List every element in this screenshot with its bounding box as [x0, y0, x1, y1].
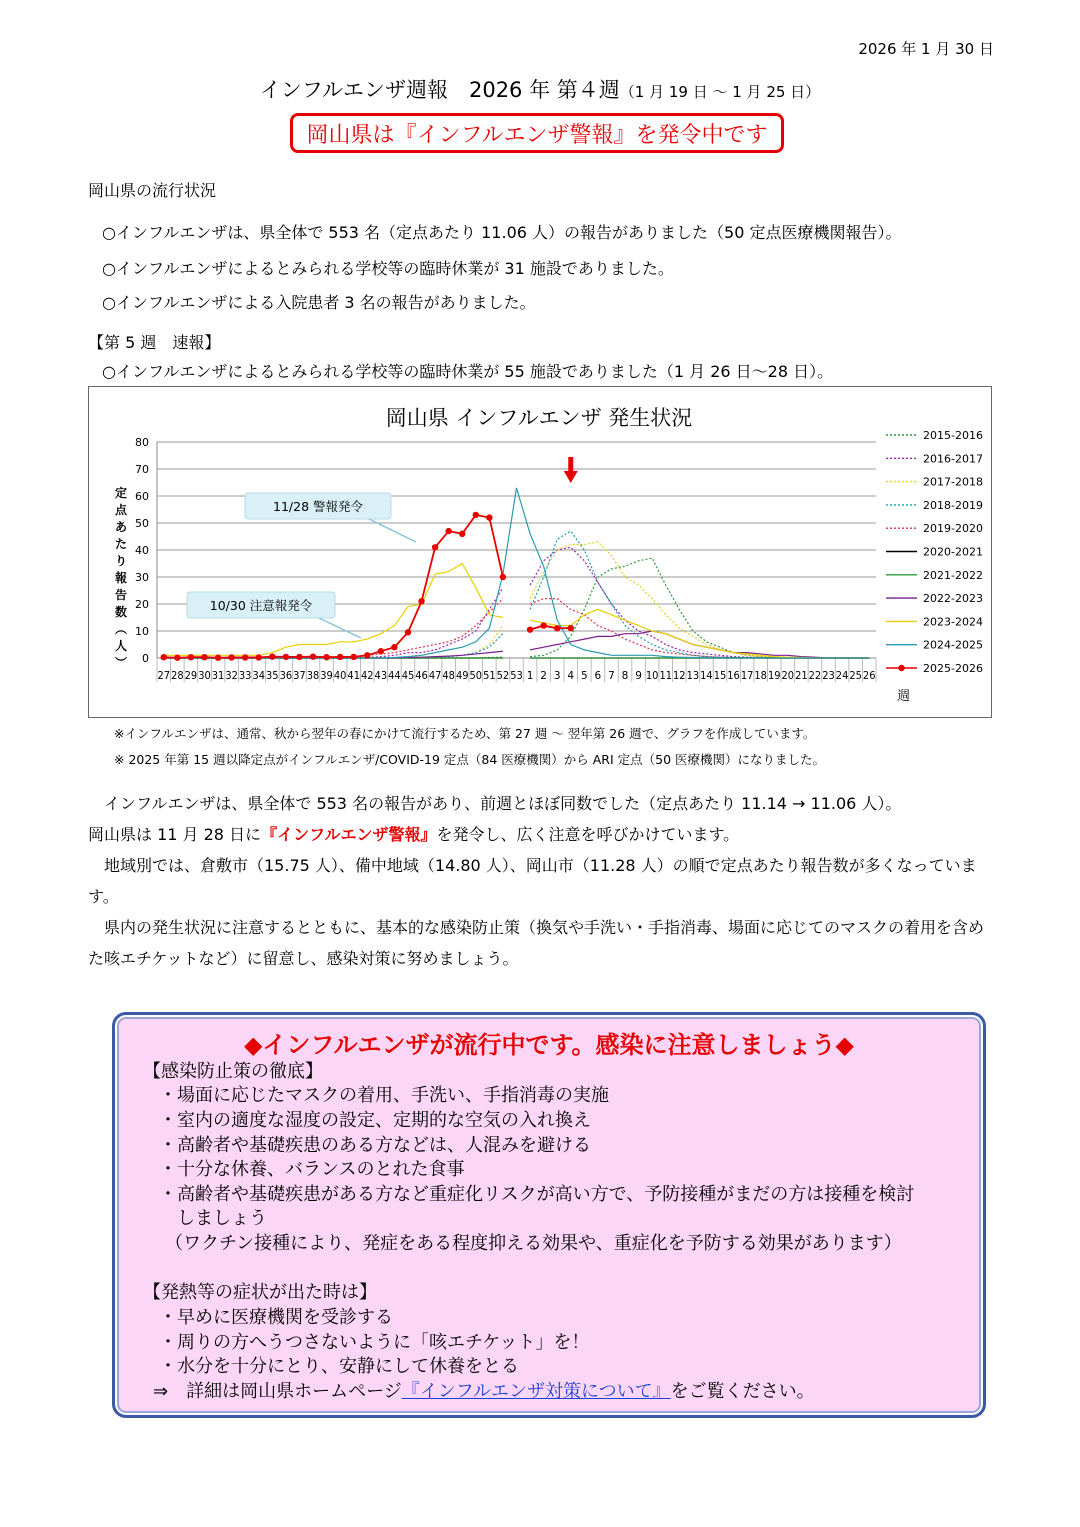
x-tick-label: 12 — [673, 670, 686, 682]
x-tick-label: 25 — [849, 670, 862, 682]
x-tick-label: 19 — [767, 670, 781, 682]
x-tick-label: 46 — [415, 670, 429, 682]
data-point-2025-2026 — [554, 625, 560, 631]
x-tick-label: 21 — [795, 670, 808, 682]
data-point-2025-2026 — [242, 654, 248, 660]
summary-p1: インフルエンザは、県全体で 553 名の報告があり、前週とほぼ同数でした（定点あたり 11.14 → 11.06 人）。 — [104, 794, 902, 813]
x-tick-label: 24 — [835, 670, 849, 682]
influenza-measures-link[interactable]: 『インフルエンザ対策について』 — [401, 1381, 671, 1402]
x-tick-label: 9 — [635, 670, 642, 682]
flash-heading: 【第 5 週 速報】 — [88, 333, 221, 352]
y-tick-label: 60 — [135, 490, 149, 503]
x-tick-label: 14 — [700, 670, 713, 682]
summary-p4: 県内の発生状況に注意するとともに、基本的な感染防止策（換気や手洗い・手指消毒、場面に応じてのマスクの着用を含めた咳エチケットなど）に留意し、感染対策に努めましょう。 — [88, 918, 985, 968]
current-week-arrow-icon — [564, 457, 578, 483]
legend-label: 2020-2021 — [923, 545, 983, 559]
more-info-post: をご覧ください。 — [670, 1381, 815, 1402]
arrow-shaft — [568, 457, 573, 471]
callout-warning — [245, 493, 416, 542]
prevention-item-4: ・十分な休養、バランスのとれた食事 — [159, 1159, 465, 1180]
x-tick-label: 1 — [526, 670, 534, 682]
data-point-2025-2026 — [188, 654, 194, 660]
x-tick-label: 28 — [171, 670, 184, 682]
x-tick-label: 22 — [808, 670, 822, 682]
legend-label: 2015-2016 — [923, 429, 983, 442]
y-tick-label: 40 — [135, 544, 149, 557]
data-point-2025-2026 — [473, 512, 479, 518]
x-tick-label: 5 — [580, 670, 588, 682]
legend-label: 2019-2020 — [923, 522, 983, 536]
x-tick-label: 45 — [401, 670, 415, 682]
x-tick-label: 18 — [754, 670, 767, 682]
x-tick-label: 39 — [320, 670, 333, 682]
summary-p2-post: を発令し、広く注意を呼びかけています。 — [436, 825, 740, 844]
series-line-2015-2016 — [530, 558, 869, 658]
data-point-2025-2026 — [378, 648, 384, 654]
y-axis-label: 定点あたり報告数︵人︶ — [115, 486, 128, 670]
data-point-2025-2026 — [337, 654, 343, 660]
y-tick-label: 50 — [135, 517, 149, 530]
note-1: ※インフルエンザは、通常、秋から翌年の春にかけて流行するため、第 27 週 ～ 翌年第 26 週で、グラフを作成しています。 — [114, 726, 816, 741]
symptom-item-3: ・水分を十分にとり、安静にして休養をとる — [159, 1356, 519, 1377]
more-info — [153, 1377, 815, 1403]
data-point-2025-2026 — [500, 574, 506, 580]
x-tick-label: 31 — [211, 670, 225, 682]
summary-p2-pre: 岡山県は 11 月 28 日に — [88, 825, 262, 844]
x-tick-label: 30 — [198, 670, 211, 682]
data-point-2025-2026 — [351, 654, 357, 660]
summary-p3: 地域別では、倉敷市（15.75 人）、備中地域（14.80 人）、岡山市（11.28 人）の順で定点あたり報告数が多くなっています。 — [88, 856, 977, 906]
x-tick-label: 42 — [360, 670, 374, 682]
x-tick-label: 41 — [347, 670, 360, 682]
status-item-1: ○インフルエンザは、県全体で 553 名（定点あたり 11.06 人）の報告がありました（50 定点医療機関報告）。 — [102, 223, 902, 242]
data-point-2025-2026 — [527, 626, 533, 632]
x-tick-label: 20 — [781, 670, 795, 682]
prevention-box-title: ◆インフルエンザが流行中です。感染に注意しましょう◆ — [243, 1031, 855, 1059]
chart-title: 岡山県 インフルエンザ 発生状況 — [385, 406, 693, 430]
arrow-head — [564, 471, 578, 483]
status-heading: 岡山県の流行状況 — [88, 181, 217, 200]
x-tick-label: 44 — [388, 670, 401, 682]
legend-label: 2017-2018 — [923, 475, 983, 489]
data-point-2025-2026 — [201, 654, 207, 660]
legend-marker — [898, 665, 904, 671]
data-point-2025-2026 — [486, 514, 492, 520]
x-tick-label: 53 — [510, 670, 523, 682]
x-tick-label: 3 — [553, 670, 561, 682]
x-tick-label: 50 — [469, 670, 483, 682]
data-point-2025-2026 — [391, 644, 397, 650]
symptom-heading: 【発熱等の症状が出た時は】 — [143, 1282, 377, 1303]
data-point-2025-2026 — [323, 654, 329, 660]
x-tick-label: 48 — [442, 670, 455, 682]
chart-panel — [88, 386, 992, 718]
data-point-2025-2026 — [459, 531, 465, 537]
x-tick-label: 6 — [594, 670, 602, 682]
x-tick-label: 43 — [374, 670, 388, 682]
vaccine-note: （ワクチン接種により、発症をある程度抑える効果や、重症化を予防する効果があります） — [165, 1233, 902, 1254]
y-tick-label: 10 — [135, 625, 149, 638]
legend-label: 2021-2022 — [923, 568, 983, 582]
callout-warning-text: 11/28 警報発令 — [273, 499, 363, 514]
x-tick-label: 16 — [727, 670, 741, 682]
x-tick-label: 13 — [686, 670, 700, 682]
flash-item: ○インフルエンザによるとみられる学校等の臨時休業が 55 施設でありました（1 月 26 日～28 日）。 — [102, 362, 834, 381]
series-line-2025-2026 — [530, 626, 571, 630]
x-tick-label: 17 — [740, 670, 754, 682]
symptom-item-1: ・早めに医療機関を受診する — [159, 1307, 393, 1328]
data-point-2025-2026 — [568, 625, 574, 631]
y-tick-label: 30 — [135, 571, 149, 584]
series-line-2017-2018 — [164, 626, 503, 658]
x-tick-label: 11 — [659, 670, 673, 682]
prevention-box — [112, 1012, 986, 1418]
prevention-item-1: ・場面に応じたマスクの着用、手洗い、手指消毒の実施 — [159, 1085, 609, 1106]
more-info-pre: ⇒ 詳細は岡山県ホームページ — [153, 1381, 402, 1402]
data-point-2025-2026 — [296, 654, 302, 660]
y-tick-label: 0 — [142, 652, 149, 665]
legend-label: 2024-2025 — [923, 638, 983, 652]
y-tick-label: 20 — [135, 598, 149, 611]
x-tick-label: 7 — [608, 670, 615, 682]
x-tick-label: 33 — [238, 670, 252, 682]
series-line-2025-2026 — [164, 515, 503, 658]
x-tick-label: 47 — [428, 670, 442, 682]
x-tick-label: 49 — [455, 670, 469, 682]
summary — [88, 788, 998, 974]
x-tick-label: 36 — [279, 670, 293, 682]
legend-label: 2025-2026 — [923, 662, 983, 675]
prevention-item-5-cont: しましょう — [177, 1208, 267, 1229]
prevention-item-2: ・室内の適度な湿度の設定、定期的な空気の入れ換え — [159, 1110, 591, 1131]
series-line-2017-2018 — [530, 542, 869, 658]
title-main: インフルエンザ週報 2026 年 第４週 — [259, 78, 620, 102]
y-tick-label: 80 — [135, 436, 149, 449]
page-title — [0, 74, 1080, 104]
title-range: （1 月 19 日 ～ 1 月 25 日） — [619, 83, 821, 101]
data-point-2025-2026 — [215, 655, 221, 661]
x-tick-label: 37 — [293, 670, 306, 682]
x-tick-label: 34 — [252, 670, 266, 682]
data-point-2025-2026 — [174, 655, 180, 661]
x-tick-label: 23 — [822, 670, 835, 682]
legend-label: 2022-2023 — [923, 592, 983, 606]
data-point-2025-2026 — [405, 629, 411, 635]
data-point-2025-2026 — [432, 544, 438, 550]
legend-label: 2016-2017 — [923, 452, 983, 466]
legend-label: 2023-2024 — [923, 615, 983, 629]
x-tick-label: 52 — [496, 670, 510, 682]
data-point-2025-2026 — [445, 528, 451, 534]
x-tick-label: 4 — [567, 670, 575, 682]
alert-banner: 岡山県は『インフルエンザ警報』を発令中です — [290, 113, 784, 153]
x-tick-label: 29 — [184, 670, 198, 682]
data-point-2025-2026 — [418, 598, 424, 604]
status-item-2: ○インフルエンザによるとみられる学校等の臨時休業が 31 施設でありました。 — [102, 259, 674, 278]
data-point-2025-2026 — [228, 654, 234, 660]
data-point-2025-2026 — [161, 654, 167, 660]
series-line-2018-2019 — [164, 634, 503, 658]
summary-p2 — [88, 819, 998, 850]
data-point-2025-2026 — [256, 654, 262, 660]
x-tick-label: 8 — [621, 670, 629, 682]
x-tick-label: 51 — [483, 670, 496, 682]
callout-advisory-text: 10/30 注意報発令 — [209, 598, 313, 613]
x-tick-label: 27 — [157, 670, 171, 682]
influenza-chart — [89, 387, 991, 717]
data-point-2025-2026 — [269, 653, 275, 659]
y-tick-label: 70 — [135, 463, 149, 476]
x-tick-label: 32 — [225, 670, 238, 682]
legend-label: 2018-2019 — [923, 498, 983, 512]
data-point-2025-2026 — [283, 654, 289, 660]
series-line-2016-2017 — [530, 547, 869, 658]
x-tick-label: 15 — [713, 670, 727, 682]
prevention-item-5: ・高齢者や基礎疾患がある方など重症化リスクが高い方で、予防接種がまだの方は接種を検討 — [159, 1184, 915, 1205]
x-axis-label: 週 — [897, 689, 911, 704]
data-point-2025-2026 — [310, 653, 316, 659]
x-tick-label: 26 — [862, 670, 876, 682]
series-line-2022-2023 — [530, 631, 869, 658]
x-tick-label: 2 — [540, 670, 547, 682]
prevention-heading: 【感染防止策の徹底】 — [143, 1061, 323, 1082]
data-point-2025-2026 — [540, 622, 546, 628]
note-2: ※ 2025 年第 15 週以降定点がインフルエンザ/COVID-19 定点（84 医療機関）から ARI 定点（50 医療機関）になりました。 — [114, 752, 826, 767]
x-tick-label: 38 — [306, 670, 320, 682]
x-tick-label: 40 — [333, 670, 347, 682]
prevention-item-3: ・高齢者や基礎疾患のある方などは、人混みを避ける — [159, 1135, 591, 1156]
alert-emphasis: 『インフルエンザ警報』 — [261, 825, 437, 844]
x-tick-label: 35 — [266, 670, 279, 682]
x-tick-label: 10 — [645, 670, 659, 682]
symptom-item-2: ・周りの方へうつさないように「咳エチケット」を！ — [159, 1332, 590, 1353]
status-item-3: ○インフルエンザによる入院患者 3 名の報告がありました。 — [102, 293, 536, 312]
data-point-2025-2026 — [364, 652, 370, 658]
report-date: 2026 年 1 月 30 日 — [858, 40, 994, 58]
